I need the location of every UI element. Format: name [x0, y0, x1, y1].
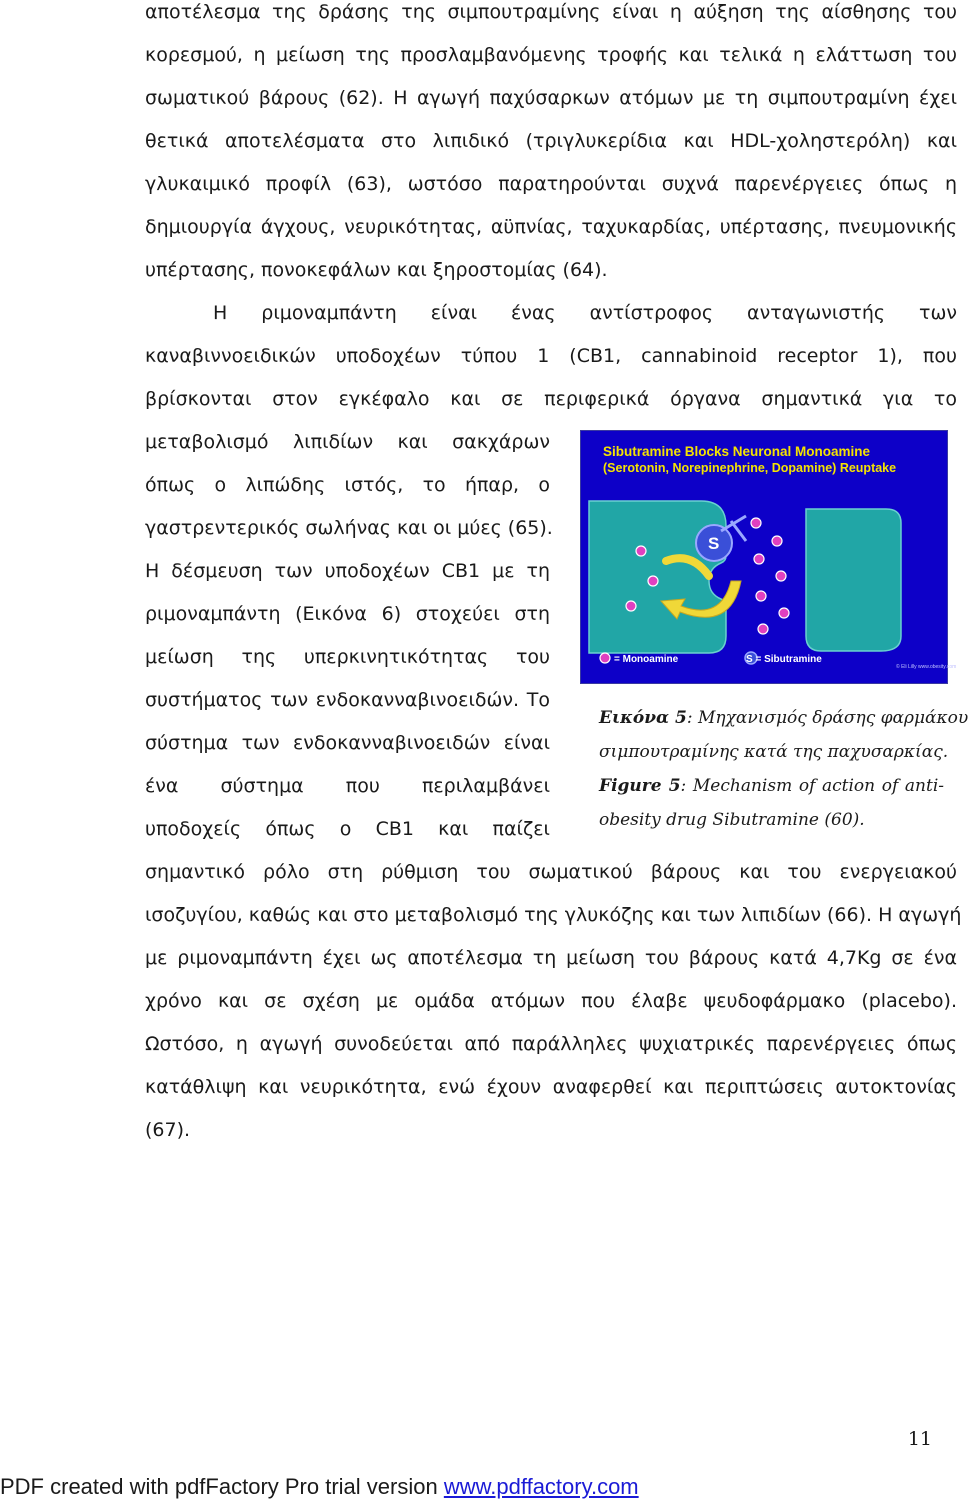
text-line: υποδοχείς όπως ο CB1 και παίζει [145, 818, 550, 840]
text-line: αποτέλεσμα της δράσης της σιμπουτραμίνης είναι η αύξηση της αίσθησης του [145, 1, 957, 23]
text-line: χρόνο και σε σχέση με ομάδα ατόμων που έλαβε ψευδοφάρμακο (placebo). [145, 990, 957, 1012]
postsynaptic-neuron [806, 509, 901, 651]
text-line: συστήματος των ενδοκανναβινοειδών. Το [145, 689, 550, 711]
text-line: Η δέσμευση των υποδοχέων CB1 με τη [145, 560, 550, 582]
caption-english-line-1 [599, 775, 944, 797]
text-line: κατάθλιψη και νευρικότητα, ενώ έχουν αναφερθεί και περιπτώσεις αυτοκτονίας [145, 1076, 957, 1098]
text-line: ένα σύστημα που περιλαμβάνει [145, 775, 550, 797]
text-line: (67). [145, 1119, 191, 1141]
sibutramine-symbol: S [708, 534, 720, 553]
text-line: μείωση της υπερκινητικότητας του [145, 646, 550, 668]
text-line: υπέρτασης, πονοκεφάλων και ξηροστομίας (64). [145, 259, 608, 281]
legend-monoamine: = Monoamine [614, 654, 679, 665]
text-line: κορεσμού, η μείωση της προσλαμβανόμενης τροφής και τελικά η ελάττωση του [145, 44, 957, 66]
caption-greek-text-1: : Μηχανισμός δράσης φαρμάκου [686, 708, 968, 728]
text-line: ισοζυγίου, καθώς και στο μεταβολισμό της γλυκόζης και των λιπιδίων (66). Η αγωγή [145, 904, 962, 926]
text-line: σύστημα των ενδοκανναβινοειδών είναι [145, 732, 550, 754]
figure-title-2: (Serotonin, Norepinephrine, Dopamine) Reuptake [603, 461, 897, 475]
caption-english-text-1: : Mechanism of action of anti- [680, 776, 944, 796]
text-line: Η ριμοναμπάντη είναι ένας αντίστροφος ανταγωνιστής των [213, 302, 957, 324]
text-line: με ριμοναμπάντη έχει ως αποτέλεσμα τη μείωση του βάρους κατά 4,7Kg σε ένα [145, 947, 957, 969]
text-line: όπως ο λιπώδης ιστός, το ήπαρ, ο [145, 474, 550, 496]
caption-english-line-2: obesity drug Sibutramine (60). [599, 810, 865, 830]
figure-illustration [581, 431, 957, 683]
text-line: σωματικού βάρους (62). Η αγωγή παχύσαρκων ατόμων με τη σιμπουτραμίνη έχει [145, 87, 957, 109]
text-line: γλυκαιμικό προφίλ (63), ωστόσο παρατηρούνται συχνά παρενέργειες όπως η [145, 173, 957, 195]
footer-link[interactable]: www.pdffactory.com [443, 1474, 639, 1499]
figure-credit: © Eli Lilly www.obesity.com [896, 664, 957, 670]
text-line: μεταβολισμό λιπιδίων και σακχάρων [145, 431, 550, 453]
figure-title-1: Sibutramine Blocks Neuronal Monoamine [603, 444, 871, 459]
text-line: δημιουργία άγχους, νευρικότητας, αϋπνίας, ταχυκαρδίας, υπέρτασης, πνευμονικής [145, 216, 957, 238]
caption-greek-line-2: σιμπουτραμίνης κατά της παχυσαρκίας. [599, 742, 949, 762]
text-line: Ωστόσο, η αγωγή συνοδεύεται από παράλληλες ψυχιατρικές παρενέργειες όπως [145, 1033, 957, 1055]
footer-text: PDF created with pdfFactory Pro trial version [0, 1474, 444, 1499]
text-line: γαστρεντερικός σωλήνας και οι μύες (65). [145, 517, 553, 539]
text-line: θετικά αποτελέσματα στο λιπιδικό (τριγλυκερίδια και HDL-χοληστερόλη) και [145, 130, 957, 152]
text-line: σημαντικό ρόλο στη ρύθμιση του σωματικού βάρους και του ενεργειακού [145, 861, 957, 883]
legend-sibutramine: S = Sibutramine [746, 654, 822, 665]
legend-monoamine-icon [600, 653, 610, 663]
pdf-footer [0, 1474, 639, 1500]
page-number: 11 [907, 1428, 932, 1450]
caption-english-label: Figure 5 [599, 776, 681, 796]
caption-greek-line-1 [599, 707, 968, 729]
text-line: ριμοναμπάντη (Εικόνα 6) στοχεύει στη [145, 603, 550, 625]
text-line: βρίσκονται στον εγκέφαλο και σε περιφερικά όργανα σημαντικά για το [145, 388, 957, 410]
text-line: καναβιννοειδικών υποδοχέων τύπου 1 (CB1, cannabinoid receptor 1), που [145, 345, 957, 367]
caption-greek-label: Εικόνα 5 [599, 708, 687, 728]
sibutramine-figure [580, 430, 957, 684]
